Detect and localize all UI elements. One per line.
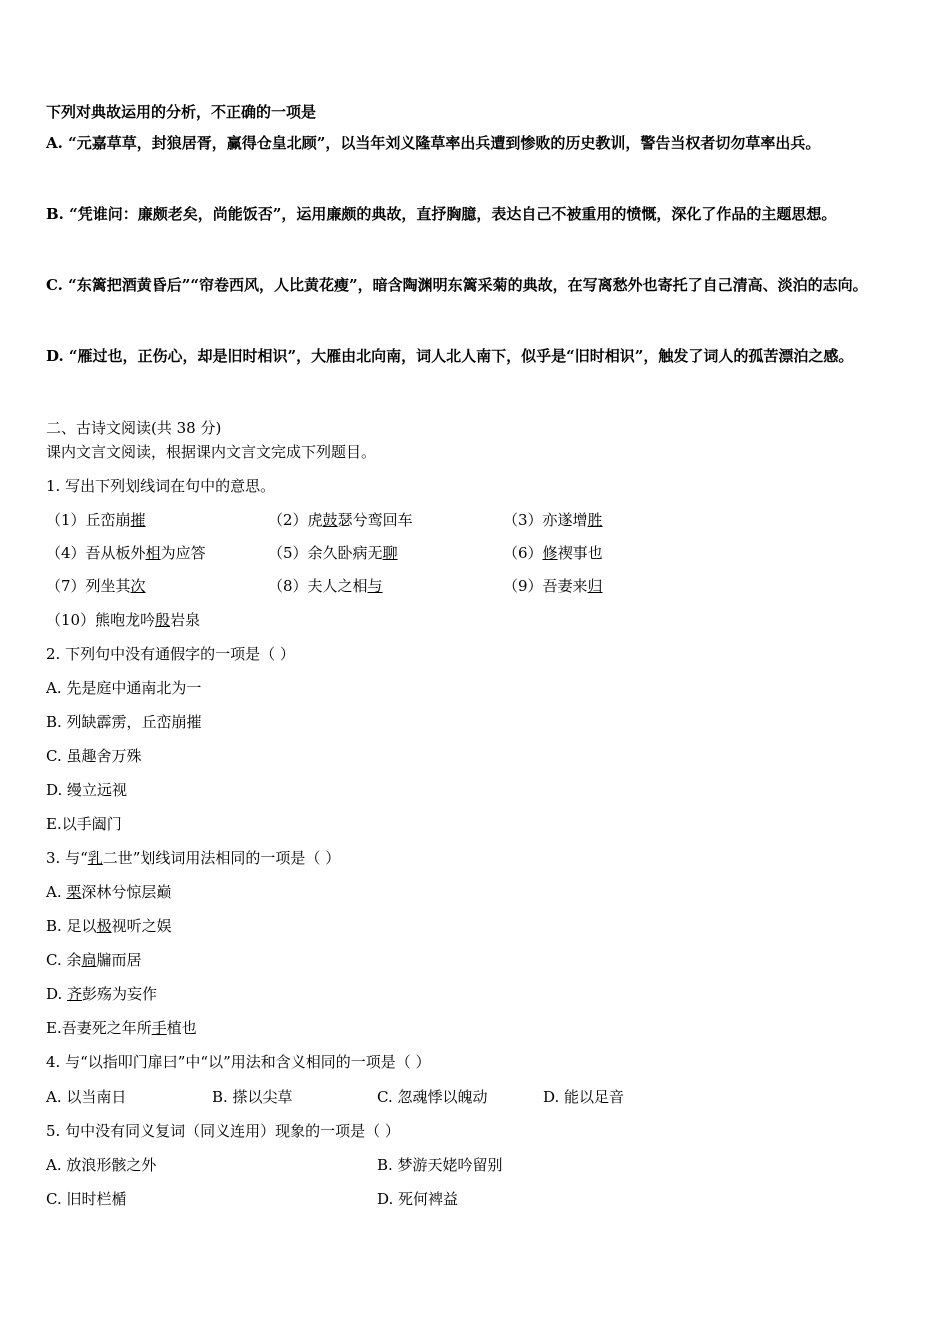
q2-option: D. 缦立远视 [46,781,128,799]
q1-item: （9）吾妻来归 [503,577,603,595]
q1-item: （7）列坐其次 [46,577,146,595]
q3-stem: 3. 与“乳二世”划线词用法相同的一项是（ ） [46,849,341,867]
q1-item: （5）余久卧病无聊 [268,544,398,562]
section-intro: 课内文言文阅读，根据课内文言文完成下列题目。 [46,443,377,461]
q1-item: （8）夫人之相与 [268,577,383,595]
option-a-bold: A. “元嘉草草，封狼居胥，赢得仓皇北顾”，以当年刘义隆草率出兵遭到惨败的历史教训，警告当权者切勿草率出兵。 [46,134,821,152]
q2-option: E.以手阖门 [46,815,122,833]
q2-option: A. 先是庭中通南北为一 [46,679,202,697]
q1-item: （1）丘峦崩摧 [46,511,146,529]
q3-option: D. 齐彭殇为妄作 [46,985,158,1003]
q2-stem: 2. 下列句中没有通假字的一项是（ ） [46,645,295,663]
section-title: 二、古诗文阅读(共 38 分) [46,419,222,437]
q3-option: B. 足以极视听之娱 [46,917,172,935]
q4-option: B. 搽以尖草 [212,1088,293,1106]
question-intro: 下列对典故运用的分析，不正确的一项是 [46,103,317,121]
q1-item: （3）亦遂增胜 [503,511,603,529]
q5-option: A. 放浪形骸之外 [46,1156,157,1174]
q1-item: （10）熊咆龙吟殷岩泉 [46,611,201,629]
q5-option: C. 旧时栏楯 [46,1190,127,1208]
q4-stem: 4. 与“以指叩门扉曰”中“以”用法和含义相同的一项是（ ） [46,1053,431,1071]
option-b-bold: B. “凭谁问：廉颇老矣，尚能饭否”，运用廉颇的典故，直抒胸臆，表达自己不被重用的愤慨，深化了作品的主题思想。 [46,205,837,223]
q2-option: C. 虽趣舍万殊 [46,747,142,765]
q3-option: A. 栗深林兮惊层巅 [46,883,172,901]
q1-item: （2）虎鼓瑟兮鸾回车 [268,511,413,529]
q2-option: B. 列缺霹雳，丘峦崩摧 [46,713,202,731]
q1-stem: 1. 写出下列划线词在句中的意思。 [46,477,276,495]
q4-option: A. 以当南日 [46,1088,127,1106]
q4-option: C. 忽魂悸以魄动 [377,1088,488,1106]
q1-item: （6）修禊事也 [503,544,603,562]
q4-option: D. 能以足音 [543,1088,625,1106]
q1-item: （4）吾从板外相为应答 [46,544,206,562]
q5-option: D. 死何裨益 [377,1190,459,1208]
q5-stem: 5. 句中没有同义复词（同义连用）现象的一项是（ ） [46,1122,400,1140]
option-c-bold: C. “东篱把酒黄昏后”“帘卷西风，人比黄花瘦”，暗含陶渊明东篱采菊的典故，在写离愁外也寄托了自己清高、淡泊的志向。 [46,276,868,294]
option-d-bold: D. “雁过也，正伤心，却是旧时相识”，大雁由北向南，词人北人南下，似乎是“旧时相识”，触发了词人的孤苦漂泊之感。 [46,347,854,365]
q5-option: B. 梦游天姥吟留别 [377,1156,503,1174]
q3-option: C. 余扃牖而居 [46,951,142,969]
q3-option: E.吾妻死之年所手植也 [46,1019,197,1037]
